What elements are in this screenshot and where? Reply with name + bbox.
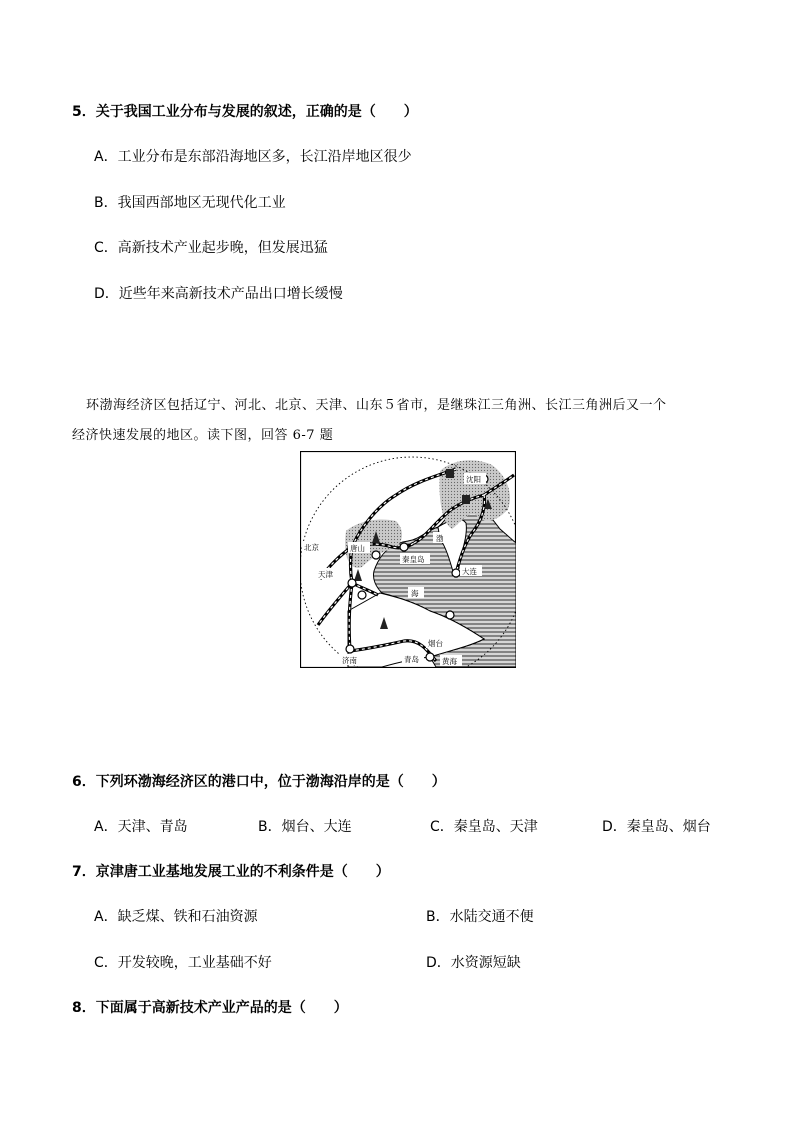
coal-symbol [446, 469, 454, 478]
city-marker-dalian [452, 569, 460, 577]
question-7-option-d: D．水资源短缺 [426, 955, 521, 971]
question-6-option-c: C．秦皇岛、天津 [430, 819, 538, 835]
label-dalian: 大连 [462, 567, 477, 576]
label-yantai: 烟台 [428, 639, 443, 648]
question-7-option-c: C．开发较晚，工业基础不好 [94, 955, 272, 971]
label-hai: 海 [411, 589, 419, 598]
question-5-stem: 5．关于我国工业分布与发展的叙述，正确的是（ ） [72, 104, 418, 120]
intro-line-1: 环渤海经济区包括辽宁、河北、北京、天津、山东５省市，是继珠江三角洲、长江三角洲后又一个 [86, 398, 667, 413]
question-6-option-d: D．秦皇岛、烟台 [602, 819, 711, 835]
city-marker-tianjin [348, 579, 356, 587]
question-5-option-d: D．近些年来高新技术产品出口增长缓慢 [94, 286, 343, 302]
label-beijing: 北京 [304, 543, 319, 552]
question-5-option-b: B．我国西部地区无现代化工业 [94, 195, 286, 211]
city-marker-yantai [446, 611, 454, 619]
label-bo: 渤 [436, 534, 444, 543]
label-jinan: 济南 [342, 656, 357, 665]
label-tangshan: 唐山 [350, 544, 365, 553]
question-6-option-b: B．烟台、大连 [258, 819, 352, 835]
city-marker-qinhuangdao [400, 543, 408, 551]
label-tianjin: 天津 [318, 570, 333, 579]
city-marker-jinan [346, 645, 354, 653]
question-5-option-a: A．工业分布是东部沿海地区多，长江沿岸地区很少 [94, 149, 412, 165]
city-marker-tangshan [372, 551, 380, 559]
city-marker-qingdao [426, 653, 434, 661]
city-marker-port [358, 591, 366, 599]
question-7-option-b: B．水陆交通不便 [426, 909, 534, 925]
coal-symbol [462, 495, 470, 504]
question-8-stem: 8．下面属于高新技术产业产品的是（ ） [72, 1000, 348, 1016]
bohai-region-map [300, 451, 516, 668]
label-huanghai: 黄海 [442, 657, 457, 666]
question-6-option-a: A．天津、青岛 [94, 819, 188, 835]
intro-line-2: 经济快速发展的地区。读下图，回答 6-7 题 [72, 428, 334, 443]
label-shenyang: 沈阳 [466, 475, 481, 484]
label-qinhuangdao: 秦皇岛 [402, 555, 425, 564]
question-7-stem: 7．京津唐工业基地发展工业的不利条件是（ ） [72, 864, 390, 880]
label-qingdao: 青岛 [404, 655, 419, 664]
question-6-stem: 6．下列环渤海经济区的港口中，位于渤海沿岸的是（ ） [72, 774, 446, 790]
question-5-option-c: C．高新技术产业起步晚，但发展迅猛 [94, 240, 328, 256]
question-7-option-a: A．缺乏煤、铁和石油资源 [94, 909, 258, 925]
